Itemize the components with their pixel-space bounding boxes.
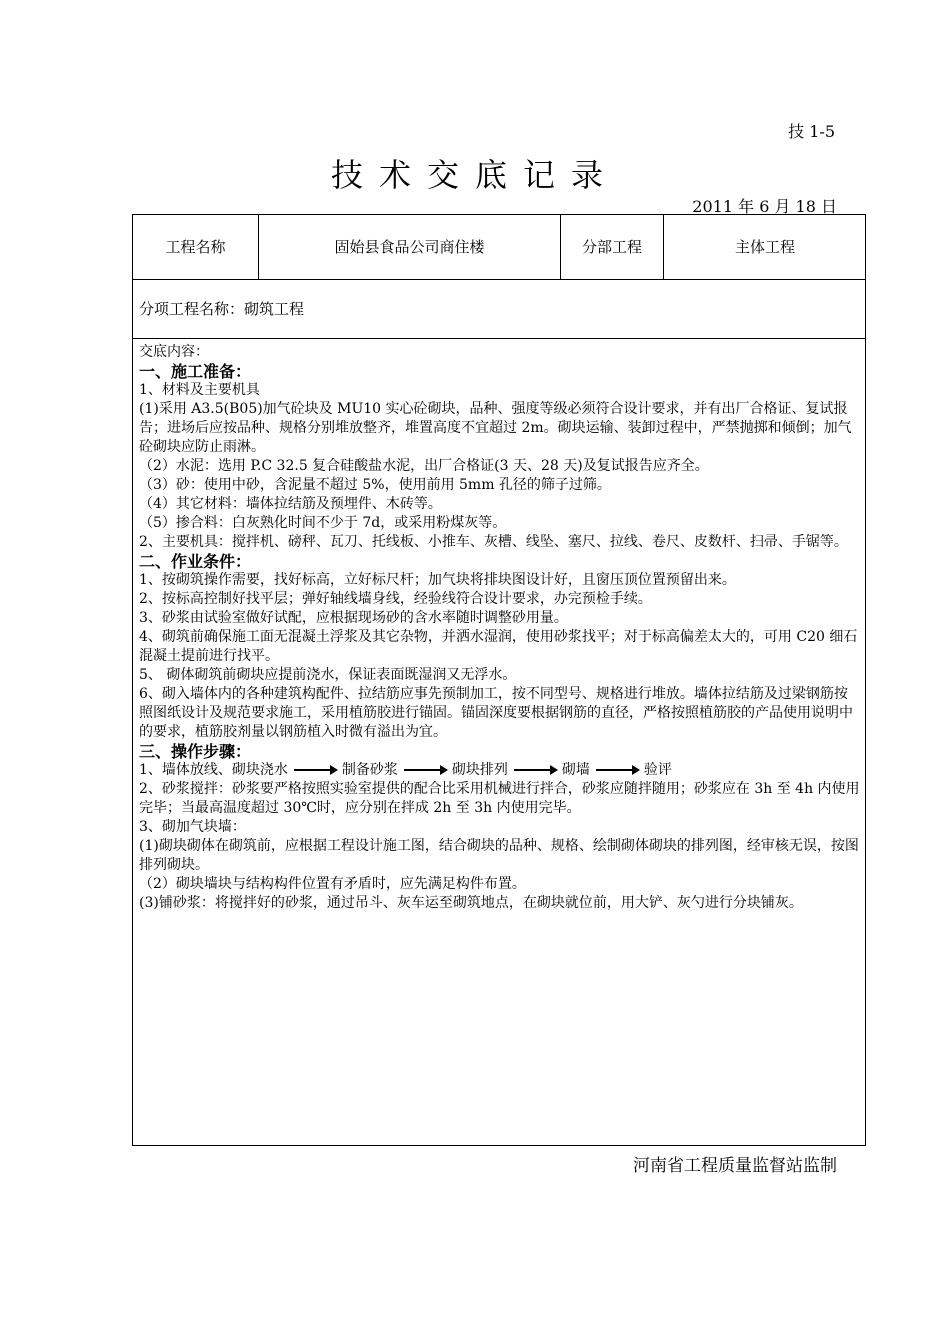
flow-step: 验评 [643, 762, 672, 778]
arrow-right-icon [514, 769, 556, 771]
flow-step: 砌墙 [561, 762, 590, 778]
issuer-note: 河南省工程质量监督站监制 [633, 1156, 837, 1176]
project-info-row [133, 215, 865, 280]
subitem-name: 分项工程名称：砌筑工程 [133, 279, 865, 339]
project-name-value: 固始县食品公司商住楼 [259, 215, 561, 279]
paragraph: （5）掺合料：白灰熟化时间不少于 7d，或采用粉煤灰等。 [139, 515, 507, 531]
paragraph: 1、按砌筑操作需要，找好标高，立好标尺杆；加气块将排块图设计好，且窗压顶位置预留出来。 [139, 572, 736, 588]
flow-step: 墙体放线、砌块浇水 [161, 762, 288, 778]
arrow-right-icon [596, 769, 638, 771]
paragraph: 6、砌入墙体内的各种建筑构配件、拉结筋应事先预制加工，按不同型号、规格进行堆放。墙体拉结筋及过梁钢筋按照图纸设计及规范要求施工，采用植筋胶进行锚固。锚固深度要根据钢筋的直径，严格按照植筋胶的产品使用说明中的要求，植筋胶剂量以钢筋植入时微有溢出为宜。 [139, 686, 853, 740]
flow-prefix: 1、 [139, 762, 162, 778]
flow-step: 砌块排列 [451, 762, 508, 778]
arrow-right-icon [294, 769, 336, 771]
paragraph: 2、按标高控制好找平层；弹好轴线墙身线，经验线符合设计要求，办完预检手续。 [139, 591, 652, 607]
disclosure-content [139, 343, 861, 913]
paragraph: 2、砂浆搅拌：砂浆要严格按照实验室提供的配合比采用机械进行拌合，砂浆应随拌随用；砂浆应在 3h 至 4h 内使用完毕；当最高温度超过 30℃时，应分别在拌成 2h 至 3h 内使用完毕。 [139, 781, 860, 816]
paragraph: 4、砌筑前确保施工面无混凝土浮浆及其它杂物，并洒水湿润，使用砂浆找平；对于标高偏差太大的，可用 C20 细石混凝土提前进行找平。 [139, 629, 858, 664]
paragraph: （2）水泥：选用 P.C 32.5 复合硅酸盐水泥，出厂合格证(3 天、28 天)及复试报告应齐全。 [139, 458, 709, 474]
paragraph: 3、砌加气块墙： [139, 819, 246, 835]
page-title: 技术交底记录 [330, 156, 619, 194]
paragraph: 2、主要机具：搅拌机、磅秤、瓦刀、托线板、小推车、灰槽、线坠、塞尺、拉线、卷尺、皮数杆、扫帚、手锯等。 [139, 534, 848, 550]
paragraph: (1)采用 A3.5(B05)加气砼块及 MU10 实心砼砌块，品种、强度等级必须符合设计要求，并有出厂合格证、复试报告；进场后应按品种、规格分别堆放整齐，堆置高度不宜超过 2m。砌块运输、装卸过程中，严禁抛掷和倾倒；加气砼砌块应防止雨淋。 [139, 401, 852, 455]
section-title-preparation: 一、施工准备： [139, 362, 252, 381]
record-date: 2011 年 6 月 18 日 [692, 197, 837, 216]
section-title-steps: 三、操作步骤： [139, 742, 252, 761]
section-title-conditions: 二、作业条件： [139, 552, 252, 571]
content-intro: 交底内容： [139, 344, 209, 360]
paragraph: （4）其它材料：墙体拉结筋及预埋件、木砖等。 [139, 496, 442, 512]
paragraph: 3、砂浆由试验室做好试配，应根据现场砂的含水率随时调整砂用量。 [139, 610, 568, 626]
paragraph: 1、材料及主要机具 [139, 382, 260, 398]
flow-step: 制备砂浆 [341, 762, 398, 778]
form-code: 技 1-5 [788, 122, 835, 141]
paragraph: （2）砌块墙块与结构构件位置有矛盾时，应先满足构件布置。 [139, 876, 526, 892]
record-form [132, 214, 866, 1146]
process-flow [139, 761, 861, 780]
arrow-right-icon [404, 769, 446, 771]
paragraph: （3）砂：使用中砂，含泥量不超过 5%，使用前用 5mm 孔径的筛子过筛。 [139, 477, 611, 493]
division-label: 分部工程 [561, 215, 664, 279]
paragraph: 5、 砌体砌筑前砌块应提前浇水，保证表面既湿润又无浮水。 [139, 667, 517, 683]
division-value: 主体工程 [734, 238, 795, 256]
project-name-label: 工程名称 [133, 215, 259, 279]
paragraph: (1)砌块砌体在砌筑前，应根据工程设计施工图，结合砌块的品种、规格、绘制砌体砌块的排列图，经审核无误，按图排列砌块。 [139, 838, 859, 873]
paragraph: (3)铺砂浆：将搅拌好的砂浆，通过吊斗、灰车运至砌筑地点，在砌块就位前，用大铲、灰勺进行分块铺灰。 [139, 895, 803, 911]
